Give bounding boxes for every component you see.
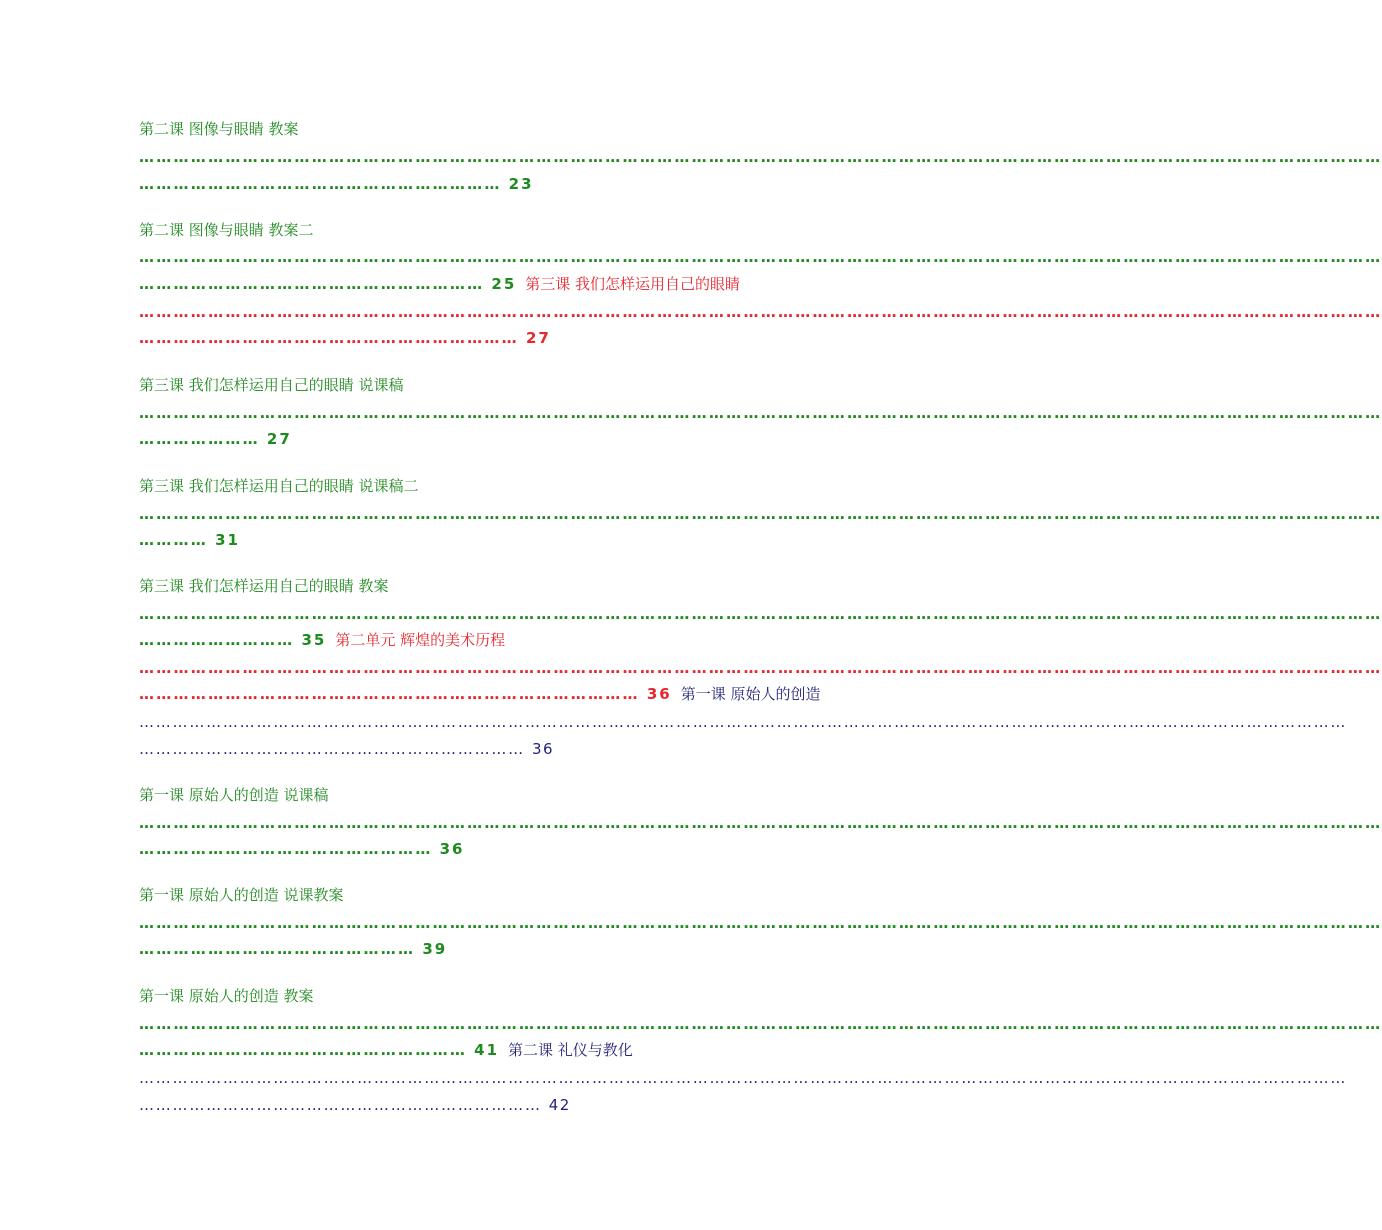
- toc-leader-line: [139, 145, 1382, 169]
- toc-entry-title[interactable]: 第三课 我们怎样运用自己的眼睛 教案: [139, 577, 389, 595]
- toc-leader-line: [139, 656, 1382, 680]
- toc-page-number[interactable]: 23: [508, 175, 534, 193]
- toc-entry-title[interactable]: 第一课 原始人的创造 说课稿: [139, 786, 329, 804]
- toc-entry-title[interactable]: 第三课 我们怎样运用自己的眼睛 说课稿二: [139, 477, 419, 495]
- toc-page-line: [139, 937, 807, 961]
- dot-leader: ……………………………………………………: [139, 275, 485, 293]
- toc-leader-line: [139, 602, 1382, 626]
- dot-leader: ………………………………………………………………………………………………………………………………………………………………………………………………: [139, 814, 1382, 832]
- toc-leader-line: [139, 811, 1382, 835]
- toc-leader-line: [139, 1066, 1348, 1090]
- toc-page-number[interactable]: 35: [301, 631, 327, 649]
- dot-leader: ………………………………………………………: [139, 175, 502, 193]
- dot-leader: ………………………………………………………………………………………………………………………………………………………………………………………………: [139, 303, 1382, 321]
- toc-page-number[interactable]: 27: [525, 329, 551, 347]
- toc-page-number[interactable]: 31: [215, 531, 240, 549]
- dot-leader: ………………………………………………………………………………………………………………………………………………………………………………………………: [139, 404, 1382, 422]
- toc-leader-line: [139, 300, 1382, 324]
- toc-entry-title[interactable]: 第二单元 辉煌的美术历程: [335, 631, 506, 649]
- dot-leader: ………………………………………………………………………………………………………………………………………………………………………………………………: [139, 659, 1382, 677]
- toc-page-number[interactable]: 41: [474, 1041, 500, 1059]
- toc-page-line: [139, 628, 807, 652]
- toc-page-line: [139, 326, 807, 350]
- toc-entry-title[interactable]: 第三课 我们怎样运用自己的眼睛 说课稿: [139, 376, 404, 394]
- dot-leader: ……………………………………………………………: [139, 740, 525, 758]
- toc-page-line: [139, 737, 807, 761]
- toc-entry-title[interactable]: 第二课 礼仪与教化: [508, 1041, 633, 1059]
- toc-page-number[interactable]: 27: [266, 430, 292, 448]
- toc-entry-title[interactable]: 第一课 原始人的创造: [680, 685, 821, 703]
- dot-leader: ………………………………………………………………: [139, 1096, 542, 1114]
- dot-leader: ………………………………………………………………………………………………………………………………………………………………………………………………: [139, 605, 1382, 623]
- toc-page-number[interactable]: 36: [531, 740, 555, 758]
- toc-page-line: [139, 427, 807, 451]
- toc-entry-title[interactable]: 第二课 图像与眼睛 教案: [139, 120, 299, 138]
- dot-leader: ………………………………………………………………………………………………………………………………………………………………………………………………: [139, 914, 1382, 932]
- dot-leader: ………………………………………………………………………………………………………………………………………………………………………………………………: [139, 248, 1382, 266]
- toc-page-number[interactable]: 36: [646, 685, 672, 703]
- dot-leader: ……………………………………………………………………………: [139, 685, 640, 703]
- dot-leader: ………………………………………………………………………………………………………………………………………………………………………………………………: [139, 713, 1348, 731]
- toc-page-line: [139, 528, 807, 552]
- dot-leader: ………………………………………………………………………………………………………………………………………………………………………………………………: [139, 148, 1382, 166]
- toc-entry-title[interactable]: 第三课 我们怎样运用自己的眼睛: [525, 275, 741, 293]
- dot-leader: ………………………………………………………………………………………………………………………………………………………………………………………………: [139, 1069, 1348, 1087]
- toc-leader-line: [139, 502, 1382, 526]
- toc-page-number[interactable]: 39: [422, 940, 448, 958]
- toc-page-number[interactable]: 36: [439, 840, 465, 858]
- toc-leader-line: [139, 1012, 1382, 1036]
- toc-page-number[interactable]: 25: [491, 275, 517, 293]
- toc-page-line: [139, 272, 807, 296]
- toc-entry-title[interactable]: 第一课 原始人的创造 教案: [139, 987, 314, 1005]
- toc-entry-title[interactable]: 第一课 原始人的创造 说课教案: [139, 886, 344, 904]
- dot-leader: …………: [139, 531, 209, 549]
- dot-leader: …………………………………………: [139, 940, 416, 958]
- dot-leader: ………………………………………………………………………………………………………………………………………………………………………………………………: [139, 1015, 1382, 1033]
- dot-leader: …………………………………………………………: [139, 329, 519, 347]
- toc-leader-line: [139, 401, 1382, 425]
- toc-page-line: [139, 172, 807, 196]
- dot-leader: ……………………………………………: [139, 840, 433, 858]
- toc-leader-line: [139, 710, 1348, 734]
- dot-leader: ………………………: [139, 631, 295, 649]
- dot-leader: ………………………………………………………………………………………………………………………………………………………………………………………………: [139, 505, 1382, 523]
- toc-page-line: [139, 1093, 807, 1117]
- dot-leader: …………………………………………………: [139, 1041, 468, 1059]
- toc-page-line: [139, 837, 807, 861]
- toc-page-number[interactable]: 42: [548, 1096, 571, 1114]
- toc-entry-title[interactable]: 第二课 图像与眼睛 教案二: [139, 221, 314, 239]
- toc-leader-line: [139, 245, 1382, 269]
- toc-leader-line: [139, 911, 1382, 935]
- toc-page-line: [139, 1038, 807, 1062]
- toc-page-line: [139, 682, 821, 706]
- dot-leader: …………………: [139, 430, 260, 448]
